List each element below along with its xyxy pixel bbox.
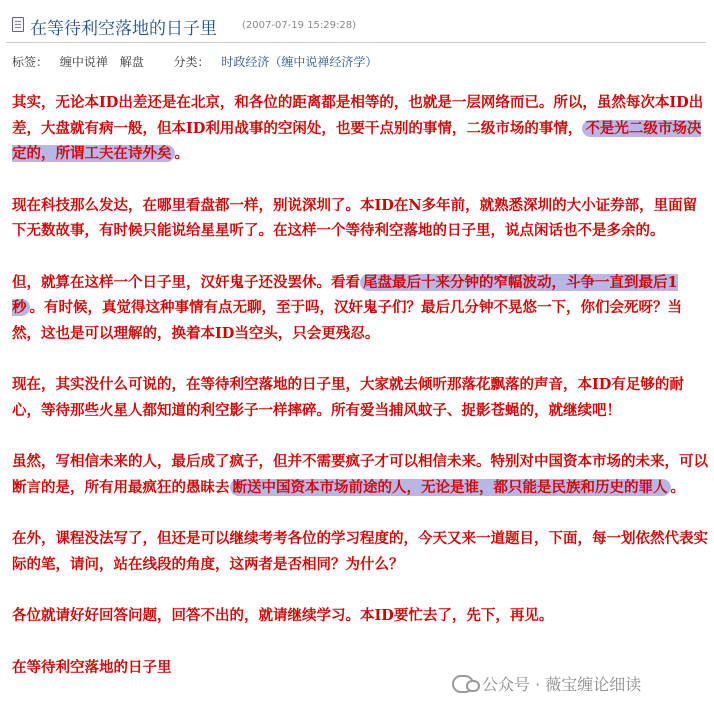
- category-link[interactable]: 时政经济（缠中说禅经济学）: [221, 55, 378, 69]
- post-body: [12, 90, 708, 706]
- paragraph: 在外，课程没法写了，但还是可以继续考考各位的学习程度的，今天又来一道题目，下面，每一划依然代表实际的笔，请问，站在线段的角度，这两者是否相同？为什么？: [12, 530, 708, 573]
- document-icon: [12, 17, 24, 32]
- highlighted-text: 断送中国资本市场前途的人，无论是谁，都只能是民族和历史的罪人: [230, 479, 671, 496]
- wechat-icon: [452, 675, 474, 693]
- paragraph: 现在科技那么发达，在哪里看盘都一样，别说深圳了。本ID在N多年前，就熟悉深圳的大小证券部，里面留下无数故事，有时候只能说给星星听了。在这样一个等待利空落地的日子里，说点闲话也不是多余的。: [12, 196, 698, 239]
- post-header: [6, 14, 706, 38]
- post-date: (2007-07-19 15:29:28): [242, 20, 357, 31]
- tag-item[interactable]: 缠中说禅: [59, 55, 108, 69]
- watermark-text: 公众号 · 薇宝缠论细读: [482, 675, 642, 694]
- tag-item[interactable]: 解盘: [119, 55, 144, 69]
- paragraph: 各位就请好好回答问题，回答不出的，就请继续学习。本ID要忙去了，先下，再见。: [12, 607, 554, 624]
- paragraph: 但，就算在这样一个日子里，汉奸鬼子还没罢休。看看 尾盘最后十来分钟的窄幅波动，斗争一直到最后1秒 。有时候，真觉得这种事情有点无聊，至于吗，汉奸鬼子们？最后几分钟不晃悠一下，你们会死呀？当然，这也是可以理解的，换着本ID当空头，只会更残忍。: [12, 273, 682, 342]
- tag-label: 标签：: [12, 55, 49, 69]
- paragraph: 在等待利空落地的日子里: [12, 658, 172, 676]
- paragraph: 现在，其实没什么可说的，在等待利空落地的日子里，大家就去倾听那落花飘落的声音，本ID有足够的耐心，等待那些火星人都知道的利空影子一样摔碎。所有爱当捕风蚊子、捉影苍蝇的，就继续吧！: [12, 376, 684, 419]
- paragraph: 虽然，写相信未来的人，最后成了疯子，但并不需要疯子才可以相信未来。特别对中国资本市场的未来，可以断言的是，所有用最疯狂的愚昧去 断送中国资本市场前途的人，无论是谁，都只能是民族和历史的罪人 。: [12, 453, 708, 496]
- paragraph: 其实，无论本ID出差还是在北京，和各位的距离都是相等的，也就是一层网络而已。所以，虽然每次本ID出差，大盘就有病一般，但本ID利用战事的空闲处，也要干点别的事情，二级市场的事情， 不是光二级市场决定的，所谓工夫在诗外矣 。: [12, 94, 704, 162]
- highlighted-text: 尾盘最后十来分钟的窄幅波动，斗争一直到最后1秒: [12, 273, 678, 316]
- category-label: 分类：: [173, 55, 210, 69]
- post-meta: [12, 53, 377, 70]
- watermark: [452, 672, 641, 695]
- header-divider: [6, 42, 706, 43]
- post-title[interactable]: 在等待利空落地的日子里: [30, 19, 217, 39]
- highlighted-text: 不是光二级市场决定的，所谓工夫在诗外矣: [12, 119, 702, 162]
